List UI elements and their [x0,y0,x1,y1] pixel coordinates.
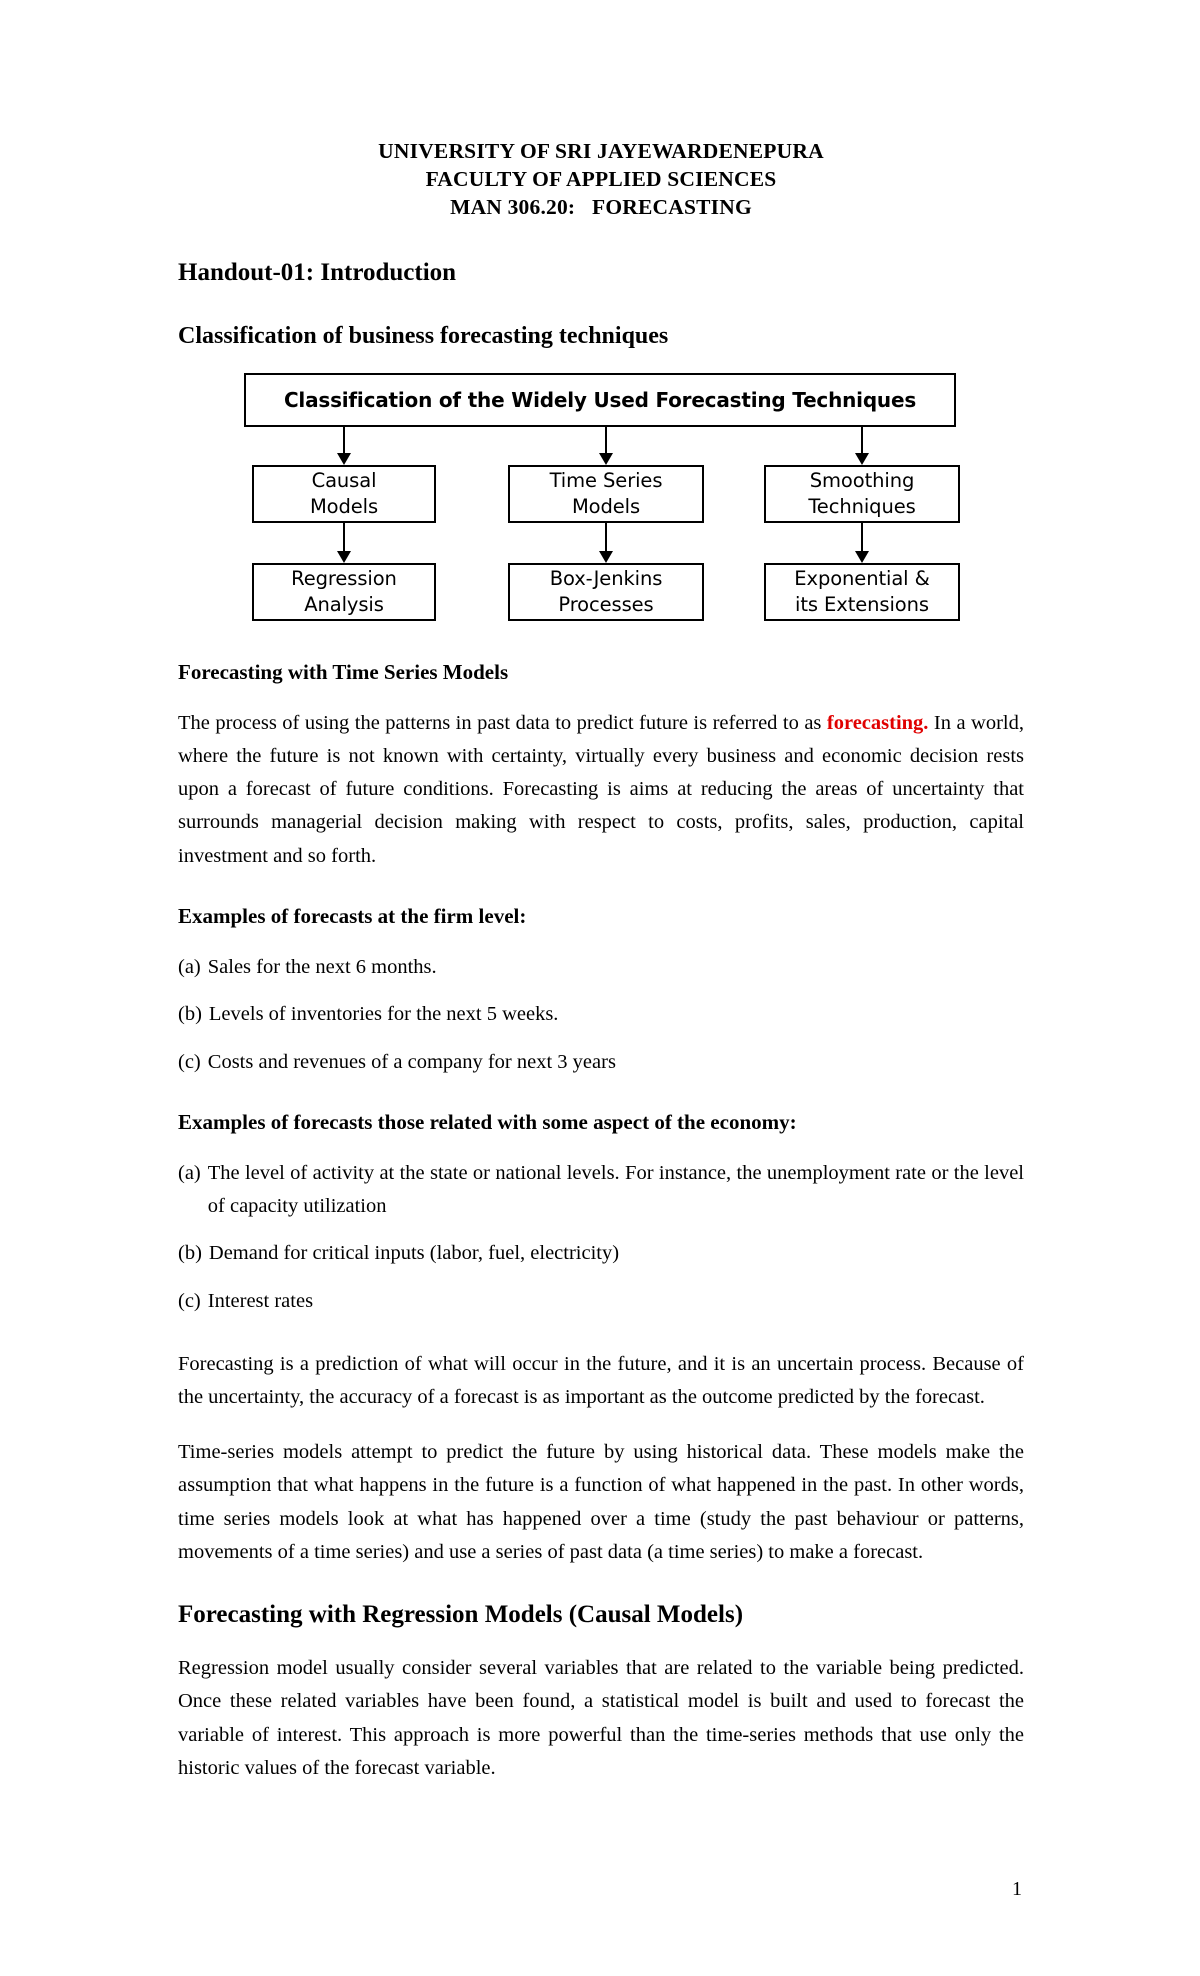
diagram-box-line: Models [571,494,641,518]
list-item [178,998,1024,1031]
diagram-box-exponential-extensions [764,563,960,621]
list-item [178,1285,1024,1318]
list-item [178,1157,1024,1223]
arrow-down-icon [343,427,345,454]
list-marker: (b) [178,1003,202,1026]
diagram-box-causal-models [252,465,436,523]
list-item-text: Demand for critical inputs (labor, fuel, electricity) [208,1242,620,1265]
list-item [178,951,1024,984]
list-item-text: Levels of inventories for the next 5 weeks. [208,1003,559,1026]
diagram-box-line: Analysis [304,592,384,616]
list-item-text: The level of activity at the state or national levels. For instance, the unemployment rate or the level of capacity utilization [207,1161,1024,1218]
list-item-text: Sales for the next 6 months. [207,956,437,979]
handout-title: Handout-01: Introduction [178,258,457,286]
paragraph-text-part1: The process of using the patterns in past data to predict future is referred to as [178,711,827,734]
paragraph-text-part2: In a world, where the future is not known with certainty, virtually every business and economic decision rests upon a forecast of future conditions. Forecasting is aims at reducing the areas of uncertainty that surrounds managerial decision making with respect to costs, profits, sales, production, capital investment and so forth. [178,711,1024,867]
page-number: 1 [1012,1878,1022,1900]
list-item [178,1237,1024,1270]
list-marker: (b) [178,1242,202,1265]
diagram-box-box-jenkins-processes [508,563,704,621]
document-content [178,138,1024,1785]
list-item-text: Interest rates [207,1289,314,1312]
diagram-box-line: Box-Jenkins [549,567,663,591]
diagram-box-line: Exponential & [794,567,930,591]
time-series-paragraph [178,707,1024,873]
diagram-box-regression-analysis [252,563,436,621]
diagram-box-time-series-models [508,465,704,523]
diagram-box-line: Smoothing [809,469,915,493]
header-course-code: MAN 306.20: FORECASTING [450,194,752,219]
list-item-text: Costs and revenues of a company for next 3 years [207,1050,616,1073]
list-item [178,1046,1024,1079]
forecasting-classification-diagram [244,373,956,621]
list-marker: (a) [178,956,201,979]
regression-paragraph: Regression model usually consider several variables that are related to the variable being predicted. Once these related variables have been found, a statistical model is built and used to forecast the variable of interest. This approach is more powerful than the time-series methods that use only the historic values of the forecast variable. [178,1657,1024,1779]
diagram-box-line: Regression [291,567,397,591]
firm-examples-heading: Examples of forecasts at the firm level: [178,903,527,928]
diagram-box-line: Causal [311,469,377,493]
time-series-heading: Forecasting with Time Series Models [178,659,509,684]
diagram-box-smoothing-techniques [764,465,960,523]
classification-heading: Classification of business forecasting techniques [178,322,669,349]
list-marker: (c) [178,1050,201,1073]
diagram-box-line: Techniques [808,494,916,518]
economy-examples-heading: Examples of forecasts those related with some aspect of the economy: [178,1109,797,1134]
diagram-box-line: Models [309,494,379,518]
timeseries-models-paragraph: Time-series models attempt to predict the future by using historical data. These models make the assumption that what happens in the future is a function of what happened in the past. In other words, time series models look at what has happened over a time (study the past behaviour or patterns, movements of a time series) and use a series of past data (a time series) to make a forecast. [178,1441,1024,1563]
arrow-down-icon [343,523,345,552]
diagram-box-line: Processes [558,592,654,616]
arrow-down-icon [605,427,607,454]
diagram-box-line: its Extensions [795,592,929,616]
list-marker: (c) [178,1289,201,1312]
diagram-box-line: Time Series [549,469,663,493]
diagram-title-box: Classification of the Widely Used Forecasting Techniques [244,373,956,427]
document-header [178,138,1024,222]
header-university: UNIVERSITY OF SRI JAYEWARDENEPURA [378,139,824,163]
arrow-down-icon [861,523,863,552]
header-faculty: FACULTY OF APPLIED SCIENCES [425,166,777,191]
arrow-down-icon [605,523,607,552]
uncertainty-paragraph: Forecasting is a prediction of what will occur in the future, and it is an uncertain process. Because of the uncertainty, the accuracy of a forecast is as important as the outcome predicted by the forecast. [178,1352,1024,1408]
forecasting-term-highlight: forecasting. [826,711,929,734]
arrow-down-icon [861,427,863,454]
regression-models-heading: Forecasting with Regression Models (Causal Models) [178,1601,744,1629]
list-marker: (a) [178,1161,201,1184]
